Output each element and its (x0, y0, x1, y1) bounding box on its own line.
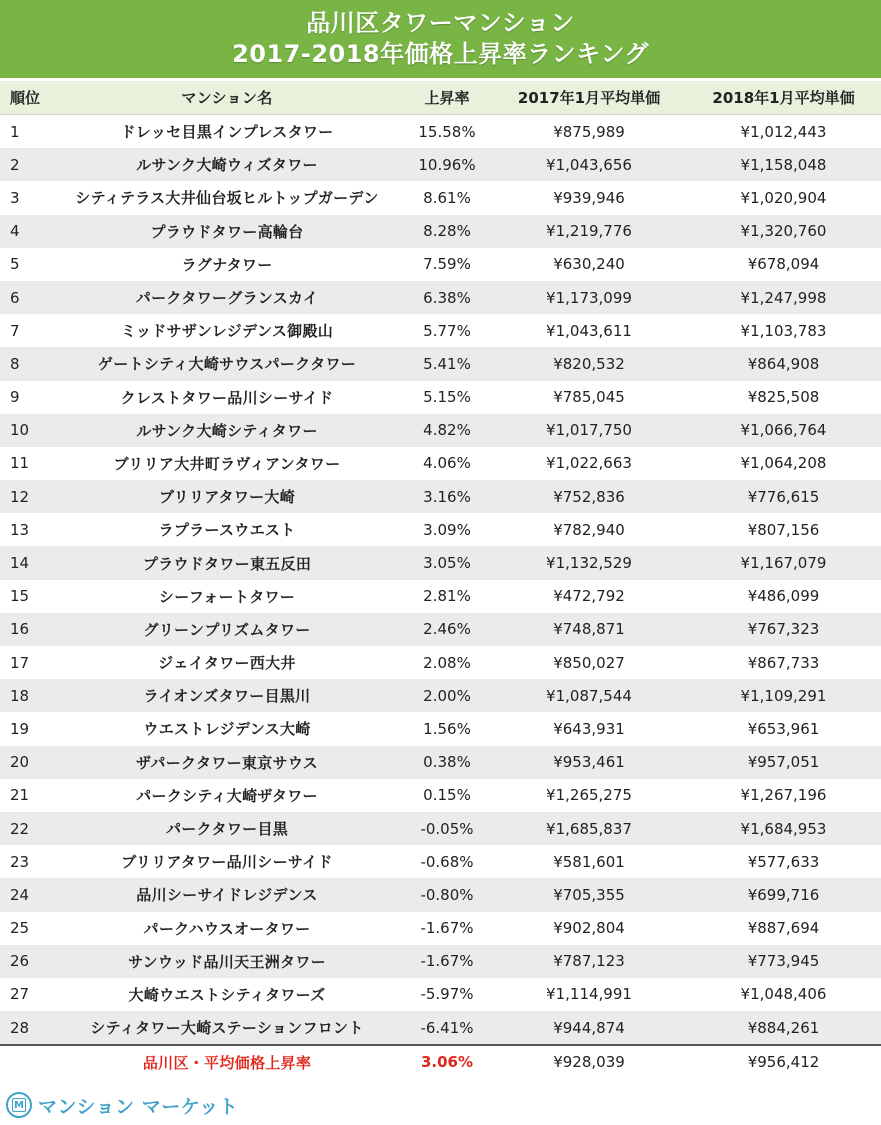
price-2017-cell: ¥1,173,099 (492, 281, 686, 314)
rate-cell: -5.97% (402, 978, 492, 1011)
rank-cell: 8 (0, 347, 52, 380)
rank-cell: 3 (0, 181, 52, 214)
rate-cell: 5.77% (402, 314, 492, 347)
price-2018-cell: ¥884,261 (686, 1011, 881, 1045)
table-row (0, 381, 881, 414)
price-2017-cell: ¥1,219,776 (492, 215, 686, 248)
rank-cell: 11 (0, 447, 52, 480)
rate-cell: 1.56% (402, 712, 492, 745)
mansion-name-cell: ラグナタワー (52, 248, 402, 281)
mansion-name-cell: ブリリア大井町ラヴィアンタワー (52, 447, 402, 480)
rate-cell: 5.15% (402, 381, 492, 414)
table-row (0, 613, 881, 646)
rank-cell: 10 (0, 414, 52, 447)
mansion-name-cell: サンウッド品川天王洲タワー (52, 945, 402, 978)
rate-cell: 2.81% (402, 580, 492, 613)
summary-price-2018: ¥956,412 (686, 1045, 881, 1078)
price-2018-cell: ¥887,694 (686, 912, 881, 945)
mansion-name-cell: クレストタワー品川シーサイド (52, 381, 402, 414)
price-2017-cell: ¥643,931 (492, 712, 686, 745)
mansion-name-cell: グリーンプリズムタワー (52, 613, 402, 646)
rank-cell: 4 (0, 215, 52, 248)
table-row (0, 314, 881, 347)
rank-cell: 23 (0, 845, 52, 878)
price-2017-cell: ¥630,240 (492, 248, 686, 281)
mansion-name-cell: パークタワー目黒 (52, 812, 402, 845)
price-2017-cell: ¥939,946 (492, 181, 686, 214)
rank-cell: 9 (0, 381, 52, 414)
rank-cell: 27 (0, 978, 52, 1011)
rate-cell: -0.68% (402, 845, 492, 878)
rank-cell: 1 (0, 115, 52, 149)
table-row (0, 347, 881, 380)
price-2017-cell: ¥581,601 (492, 845, 686, 878)
rank-cell: 22 (0, 812, 52, 845)
mansion-name-cell: パークタワーグランスカイ (52, 281, 402, 314)
rate-cell: 5.41% (402, 347, 492, 380)
price-2018-cell: ¥1,109,291 (686, 679, 881, 712)
brand-name: マンション マーケット (38, 1095, 239, 1118)
price-2018-cell: ¥807,156 (686, 513, 881, 546)
rate-cell: 8.28% (402, 215, 492, 248)
price-2017-cell: ¥1,022,663 (492, 447, 686, 480)
table-row (0, 447, 881, 480)
rate-cell: 4.82% (402, 414, 492, 447)
mansion-name-cell: ゲートシティ大崎サウスパークタワー (52, 347, 402, 380)
rank-cell: 17 (0, 646, 52, 679)
price-2017-cell: ¥1,114,991 (492, 978, 686, 1011)
rate-cell: 3.09% (402, 513, 492, 546)
rank-cell: 15 (0, 580, 52, 613)
table-row (0, 281, 881, 314)
table-row (0, 181, 881, 214)
table-row (0, 480, 881, 513)
mansion-name-cell: プラウドタワー東五反田 (52, 546, 402, 579)
price-2017-cell: ¥1,132,529 (492, 546, 686, 579)
rate-cell: 2.00% (402, 679, 492, 712)
mansion-name-cell: プラウドタワー高輪台 (52, 215, 402, 248)
rate-cell: -1.67% (402, 945, 492, 978)
price-2017-cell: ¥1,043,656 (492, 148, 686, 181)
mansion-name-cell: ブリリアタワー大崎 (52, 480, 402, 513)
price-2018-cell: ¥486,099 (686, 580, 881, 613)
brand-logo (6, 1089, 238, 1121)
m-circle-logo-icon (6, 1092, 32, 1118)
table-row (0, 845, 881, 878)
price-2017-cell: ¥944,874 (492, 1011, 686, 1045)
rate-cell: 3.05% (402, 546, 492, 579)
mansion-name-cell: ライオンズタワー目黒川 (52, 679, 402, 712)
summary-rank-cell (0, 1045, 52, 1078)
price-2018-cell: ¥773,945 (686, 945, 881, 978)
rank-cell: 5 (0, 248, 52, 281)
mansion-name-cell: ザパークタワー東京サウス (52, 746, 402, 779)
price-2018-cell: ¥1,267,196 (686, 779, 881, 812)
table-row (0, 712, 881, 745)
rate-cell: -6.41% (402, 1011, 492, 1045)
rank-cell: 13 (0, 513, 52, 546)
rank-cell: 14 (0, 546, 52, 579)
price-2018-cell: ¥1,247,998 (686, 281, 881, 314)
column-header-name: マンション名 (52, 81, 402, 115)
rank-cell: 25 (0, 912, 52, 945)
rank-cell: 19 (0, 712, 52, 745)
rank-cell: 16 (0, 613, 52, 646)
column-header-rank: 順位 (0, 81, 52, 115)
rate-cell: -1.67% (402, 912, 492, 945)
price-2017-cell: ¥787,123 (492, 945, 686, 978)
table-row (0, 115, 881, 149)
price-2018-cell: ¥678,094 (686, 248, 881, 281)
page-title-line1: 品川区タワーマンション (306, 9, 575, 37)
table-row (0, 513, 881, 546)
price-2018-cell: ¥1,103,783 (686, 314, 881, 347)
table-row (0, 912, 881, 945)
mansion-name-cell: ラプラースウエスト (52, 513, 402, 546)
table-row (0, 546, 881, 579)
title-banner (0, 0, 881, 78)
rank-cell: 6 (0, 281, 52, 314)
mansion-name-cell: ブリリアタワー品川シーサイド (52, 845, 402, 878)
table-row (0, 414, 881, 447)
table-body (0, 115, 881, 1046)
rate-cell: 3.16% (402, 480, 492, 513)
rate-cell: 0.15% (402, 779, 492, 812)
table-header-row (0, 81, 881, 115)
price-2018-cell: ¥776,615 (686, 480, 881, 513)
page-title-line2: 2017-2018年価格上昇率ランキング (232, 40, 649, 68)
mansion-name-cell: ドレッセ目黒インプレスタワー (52, 115, 402, 149)
mansion-name-cell: ルサンク大崎シティタワー (52, 414, 402, 447)
rank-cell: 24 (0, 878, 52, 911)
price-2018-cell: ¥1,684,953 (686, 812, 881, 845)
rank-cell: 26 (0, 945, 52, 978)
mansion-name-cell: 大崎ウエストシティタワーズ (52, 978, 402, 1011)
rate-cell: 0.38% (402, 746, 492, 779)
price-2017-cell: ¥782,940 (492, 513, 686, 546)
price-2017-cell: ¥875,989 (492, 115, 686, 149)
price-2017-cell: ¥785,045 (492, 381, 686, 414)
rate-cell: -0.80% (402, 878, 492, 911)
rate-cell: 6.38% (402, 281, 492, 314)
mansion-name-cell: ジェイタワー西大井 (52, 646, 402, 679)
rate-cell: 15.58% (402, 115, 492, 149)
price-2017-cell: ¥902,804 (492, 912, 686, 945)
price-2018-cell: ¥767,323 (686, 613, 881, 646)
mansion-name-cell: パークシティ大崎ザタワー (52, 779, 402, 812)
price-2018-cell: ¥699,716 (686, 878, 881, 911)
price-2018-cell: ¥1,048,406 (686, 978, 881, 1011)
rate-cell: 4.06% (402, 447, 492, 480)
rank-cell: 20 (0, 746, 52, 779)
price-2017-cell: ¥748,871 (492, 613, 686, 646)
mansion-name-cell: 品川シーサイドレジデンス (52, 878, 402, 911)
price-2017-cell: ¥850,027 (492, 646, 686, 679)
mansion-name-cell: パークハウスオータワー (52, 912, 402, 945)
mansion-name-cell: ウエストレジデンス大崎 (52, 712, 402, 745)
mansion-name-cell: シティタワー大崎ステーションフロント (52, 1011, 402, 1045)
table-row (0, 779, 881, 812)
summary-price-2017: ¥928,039 (492, 1045, 686, 1078)
table-row (0, 148, 881, 181)
table-row (0, 580, 881, 613)
rate-cell: -0.05% (402, 812, 492, 845)
price-2017-cell: ¥1,265,275 (492, 779, 686, 812)
mansion-name-cell: ミッドサザンレジデンス御殿山 (52, 314, 402, 347)
rank-cell: 2 (0, 148, 52, 181)
price-2018-cell: ¥867,733 (686, 646, 881, 679)
price-2018-cell: ¥1,167,079 (686, 546, 881, 579)
table-row (0, 746, 881, 779)
table-row (0, 812, 881, 845)
table-row (0, 1011, 881, 1045)
rate-cell: 2.46% (402, 613, 492, 646)
price-2018-cell: ¥1,020,904 (686, 181, 881, 214)
price-2017-cell: ¥820,532 (492, 347, 686, 380)
price-2018-cell: ¥1,158,048 (686, 148, 881, 181)
summary-rate: 3.06% (402, 1045, 492, 1078)
table-row (0, 646, 881, 679)
price-2018-cell: ¥1,012,443 (686, 115, 881, 149)
price-2018-cell: ¥653,961 (686, 712, 881, 745)
rank-cell: 28 (0, 1011, 52, 1045)
table-row (0, 978, 881, 1011)
price-2018-cell: ¥1,064,208 (686, 447, 881, 480)
table-row (0, 945, 881, 978)
table-row (0, 248, 881, 281)
table-row (0, 215, 881, 248)
rate-cell: 2.08% (402, 646, 492, 679)
summary-label: 品川区・平均価格上昇率 (52, 1045, 402, 1078)
rate-cell: 8.61% (402, 181, 492, 214)
price-2018-cell: ¥577,633 (686, 845, 881, 878)
table-row (0, 878, 881, 911)
ranking-table (0, 81, 881, 1078)
price-2017-cell: ¥1,087,544 (492, 679, 686, 712)
rank-cell: 18 (0, 679, 52, 712)
column-header-rate: 上昇率 (402, 81, 492, 115)
rank-cell: 21 (0, 779, 52, 812)
rate-cell: 7.59% (402, 248, 492, 281)
price-2017-cell: ¥1,043,611 (492, 314, 686, 347)
price-2018-cell: ¥864,908 (686, 347, 881, 380)
price-2018-cell: ¥957,051 (686, 746, 881, 779)
mansion-name-cell: シティテラス大井仙台坂ヒルトップガーデン (52, 181, 402, 214)
logo-mark-letter: M (12, 1098, 26, 1112)
column-header-price-2017: 2017年1月平均単価 (492, 81, 686, 115)
price-2017-cell: ¥953,461 (492, 746, 686, 779)
rank-cell: 7 (0, 314, 52, 347)
table-row (0, 679, 881, 712)
rank-cell: 12 (0, 480, 52, 513)
price-2018-cell: ¥1,066,764 (686, 414, 881, 447)
mansion-name-cell: ルサンク大崎ウィズタワー (52, 148, 402, 181)
price-2018-cell: ¥1,320,760 (686, 215, 881, 248)
column-header-price-2018: 2018年1月平均単価 (686, 81, 881, 115)
price-2017-cell: ¥472,792 (492, 580, 686, 613)
summary-row (0, 1045, 881, 1078)
price-2017-cell: ¥752,836 (492, 480, 686, 513)
price-2017-cell: ¥705,355 (492, 878, 686, 911)
price-2018-cell: ¥825,508 (686, 381, 881, 414)
mansion-name-cell: シーフォートタワー (52, 580, 402, 613)
price-2017-cell: ¥1,017,750 (492, 414, 686, 447)
price-2017-cell: ¥1,685,837 (492, 812, 686, 845)
rate-cell: 10.96% (402, 148, 492, 181)
